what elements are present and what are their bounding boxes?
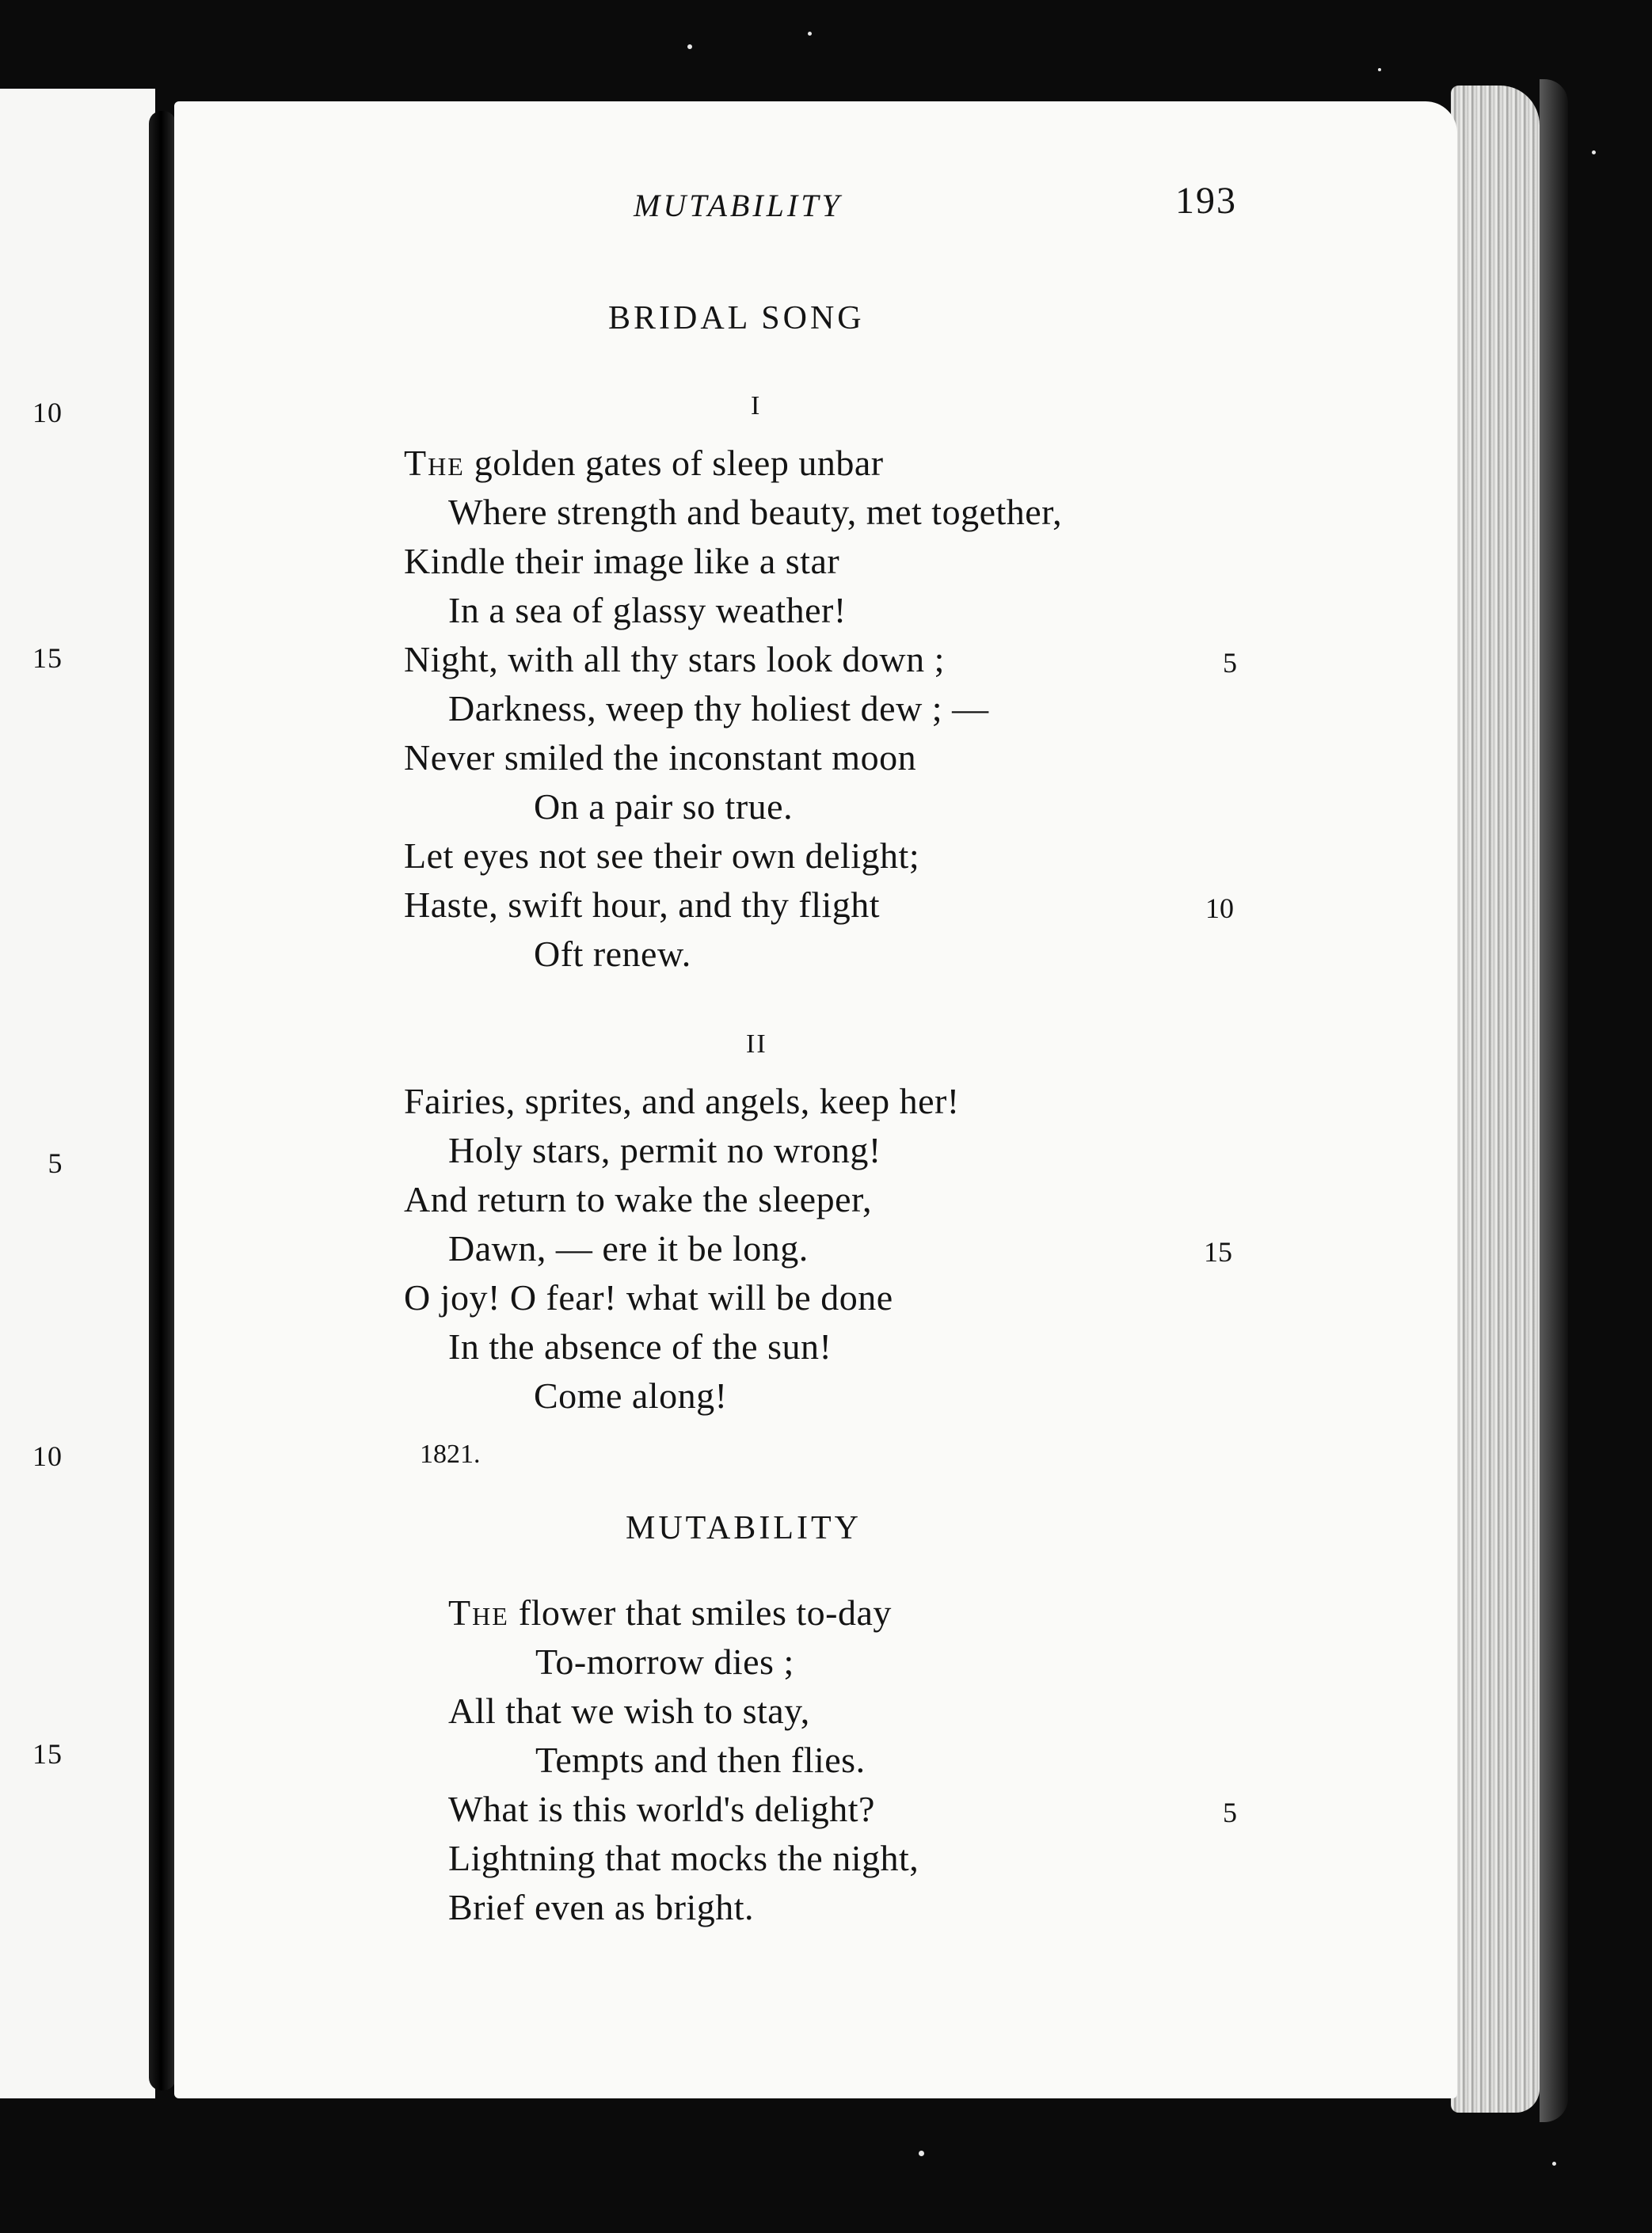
verse-line: On a pair so true. — [534, 786, 794, 827]
section-numeral: II — [746, 1029, 767, 1059]
line-number: 10 — [1205, 892, 1234, 924]
scan-speck — [1552, 2162, 1556, 2166]
verse-line: And return to wake the sleeper, — [404, 1179, 872, 1219]
verse-line — [448, 1592, 892, 1634]
scan-speck — [1592, 150, 1596, 154]
verse-line: In the absence of the sun! — [448, 1326, 832, 1367]
verse-line: Holy stars, permit no wrong! — [448, 1130, 881, 1170]
verse-text: flower that smiles to-day — [508, 1592, 892, 1633]
verse-line: Kindle their image like a star — [404, 541, 840, 581]
left-line-number: 10 — [32, 1440, 63, 1472]
scan-speck — [808, 32, 812, 36]
composition-date: 1821. — [420, 1440, 481, 1469]
book-fore-edge — [1451, 86, 1540, 2113]
book-edge-shadow — [1540, 79, 1568, 2122]
line-number: 5 — [1223, 647, 1237, 679]
verse-line: Fairies, sprites, and angels, keep her! — [404, 1081, 960, 1121]
previous-page-edge — [0, 89, 155, 2098]
verse-line — [404, 442, 884, 484]
verse-line: Tempts and then flies. — [535, 1740, 866, 1780]
initial-word: The — [404, 443, 465, 483]
verse-line: Let eyes not see their own delight; — [404, 835, 920, 876]
verse-line: To-morrow dies ; — [535, 1641, 794, 1682]
scan-speck — [1378, 68, 1381, 71]
left-line-number: 15 — [32, 1738, 63, 1770]
verse-line: Darkness, weep thy holiest dew ; — — [448, 688, 989, 728]
verse-line: What is this world's delight? — [448, 1789, 875, 1829]
verse-line: Never smiled the inconstant moon — [404, 737, 917, 778]
verse-line: O joy! O fear! what will be done — [404, 1277, 893, 1318]
section-numeral: I — [751, 391, 762, 420]
left-line-number: 15 — [32, 642, 63, 674]
page-number: 193 — [1175, 180, 1237, 222]
verse-line: Night, with all thy stars look down ; — [404, 639, 945, 679]
verse-text: golden gates of sleep unbar — [464, 443, 884, 483]
verse-line: Come along! — [534, 1375, 728, 1416]
left-line-number: 5 — [48, 1147, 63, 1179]
scan-speck — [919, 2151, 924, 2156]
running-head: MUTABILITY — [634, 188, 843, 223]
initial-word: The — [448, 1592, 509, 1633]
book-gutter — [149, 111, 176, 2090]
verse-line: Lightning that mocks the night, — [448, 1838, 919, 1878]
verse-line: All that we wish to stay, — [448, 1691, 810, 1731]
left-line-number: 10 — [32, 397, 63, 428]
verse-line: Where strength and beauty, met together, — [448, 492, 1063, 532]
verse-line: Dawn, — ere it be long. — [448, 1228, 809, 1269]
verse-line: Brief even as bright. — [448, 1887, 755, 1927]
poem-title: BRIDAL SONG — [608, 300, 865, 337]
scan-speck — [687, 44, 692, 49]
poem-title: MUTABILITY — [626, 1510, 862, 1546]
line-number: 15 — [1204, 1236, 1232, 1268]
verse-line: Haste, swift hour, and thy flight — [404, 884, 881, 925]
verse-line: In a sea of glassy weather! — [448, 590, 847, 630]
verse-line: Oft renew. — [534, 934, 691, 974]
line-number: 5 — [1223, 1797, 1237, 1828]
